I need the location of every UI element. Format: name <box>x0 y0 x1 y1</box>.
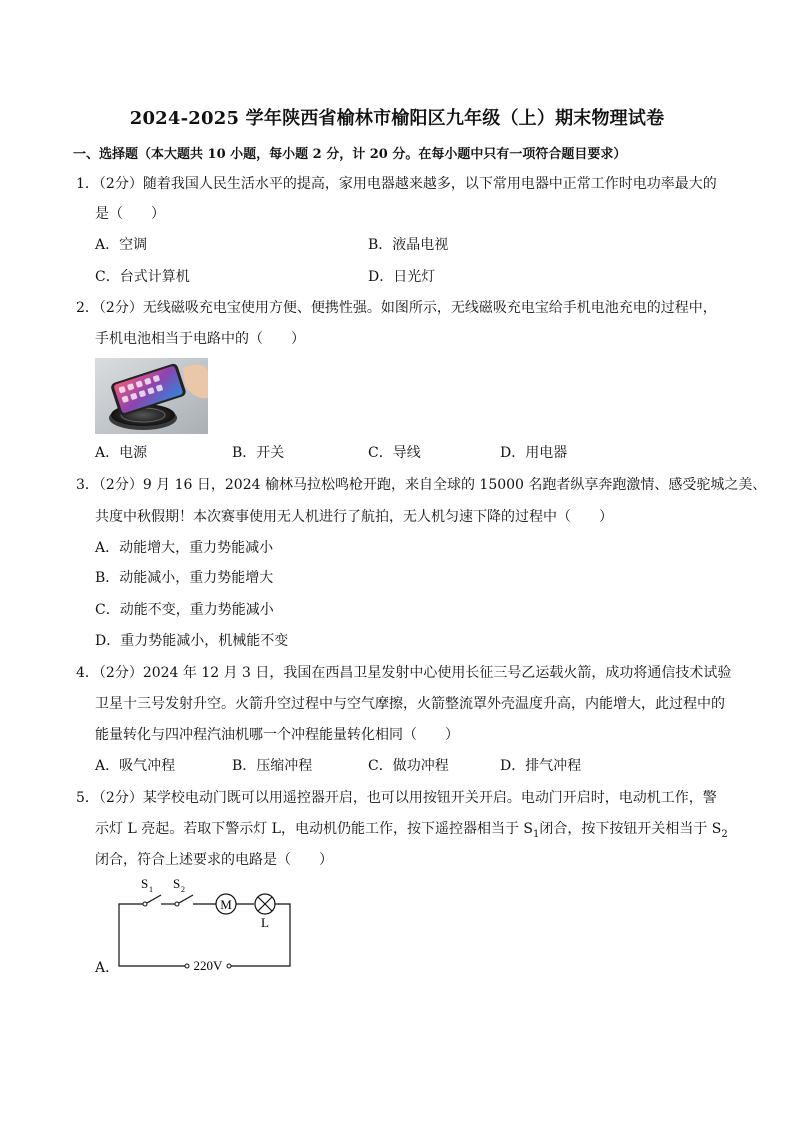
source-label: 220V <box>193 958 223 973</box>
q4-line-1: 4．（2分）2024 年 12 月 3 日，我国在西昌卫星发射中心使用长征三号乙运载火箭，成功将通信技术试验 <box>76 665 732 681</box>
q1-option-c: C．台式计算机 <box>95 269 190 285</box>
q1-option-d: D．日光灯 <box>368 269 436 285</box>
q1-option-a: A．空调 <box>95 237 148 253</box>
q4-option-a: A．吸气冲程 <box>95 758 176 774</box>
q3-option-a: A．动能增大，重力势能减小 <box>95 540 274 556</box>
switch2-sub: 2 <box>181 885 185 894</box>
q4-option-b: B．压缩冲程 <box>232 758 313 774</box>
q2-option-a: A．电源 <box>95 445 148 461</box>
q3-option-c: C．动能不变，重力势能减小 <box>95 602 274 618</box>
q4-line-3: 能量转化与四冲程汽油机哪一个冲程能量转化相同（ ） <box>95 727 459 743</box>
switch1-blade <box>147 895 161 903</box>
q2-line-1: 2．（2分）无线磁吸充电宝使用方便、便携性强。如图所示，无线磁吸充电宝给手机电池充电的过程中， <box>76 300 717 316</box>
wire-left <box>119 904 185 966</box>
switch1-label: S <box>141 876 149 891</box>
q4-line-2: 卫星十三号发射升空。火箭升空过程中与空气摩擦，火箭整流罩外壳温度升高，内能增大，此过程中的 <box>95 696 725 712</box>
switch1-sub: 1 <box>149 885 153 894</box>
page-title: 2024-2025 学年陕西省榆林市榆阳区九年级（上）期末物理试卷 <box>129 108 665 129</box>
q5-sub-2: 2 <box>721 828 728 840</box>
q5-line-2 <box>95 819 728 845</box>
q4-option-c: C．做功冲程 <box>368 758 449 774</box>
q4-option-d: D．排气冲程 <box>500 758 582 774</box>
q5-line-1: 5．（2分）某学校电动门既可以用遥控器开启，也可以用按钮开关开启。电动门开启时，电动机工作，警 <box>76 790 717 806</box>
switch2-terminal <box>175 902 179 906</box>
switch2-blade <box>179 895 193 903</box>
circuit-diagram-a <box>93 873 298 973</box>
motor-label: M <box>220 897 232 912</box>
source-terminal-left <box>185 964 189 968</box>
q1-line-1: 1．（2分）随着我国人民生活水平的提高，家用电器越来越多，以下常用电器中正常工作时电功率最大的 <box>76 176 717 192</box>
q3-line-1: 3．（2分）9 月 16 日，2024 榆林马拉松鸣枪开跑，来自全球的 15000 名跑者纵享奔跑激情、感受驼城之美、 <box>76 477 767 493</box>
wireless-charger-image <box>95 358 208 434</box>
q2-option-d: D．用电器 <box>500 445 568 461</box>
q2-option-c: C．导线 <box>368 445 421 461</box>
q2-line-2: 手机电池相当于电路中的（ ） <box>95 331 305 347</box>
q1-line-2: 是（ ） <box>95 206 165 222</box>
lamp-label: L <box>261 915 269 930</box>
q5-line-2-text-b: 闭合，按下按钮开关相当于 S <box>539 821 722 837</box>
source-terminal-right <box>227 964 231 968</box>
q3-option-b: B．动能减小，重力势能增大 <box>95 570 274 586</box>
q5-option-a: A． <box>95 960 120 976</box>
q5-line-3: 闭合，符合上述要求的电路是（ ） <box>95 852 333 868</box>
q5-line-2-text-a: 示灯 L 亮起。若取下警示灯 L，电动机仍能工作，按下遥控器相当于 S <box>95 821 533 837</box>
q3-option-d: D．重力势能减小，机械能不变 <box>95 633 289 649</box>
switch1-terminal <box>143 902 147 906</box>
switch2-label: S <box>173 876 181 891</box>
section-heading: 一、选择题（本大题共 10 小题，每小题 2 分，计 20 分。在每小题中只有一项符合题目要求） <box>73 147 627 162</box>
q5-sub-1: 1 <box>532 828 540 840</box>
q3-line-2: 共度中秋假期！本次赛事使用无人机进行了航拍，无人机匀速下降的过程中（ ） <box>95 509 613 525</box>
q2-option-b: B．开关 <box>232 445 285 461</box>
q1-option-b: B．液晶电视 <box>368 237 449 253</box>
